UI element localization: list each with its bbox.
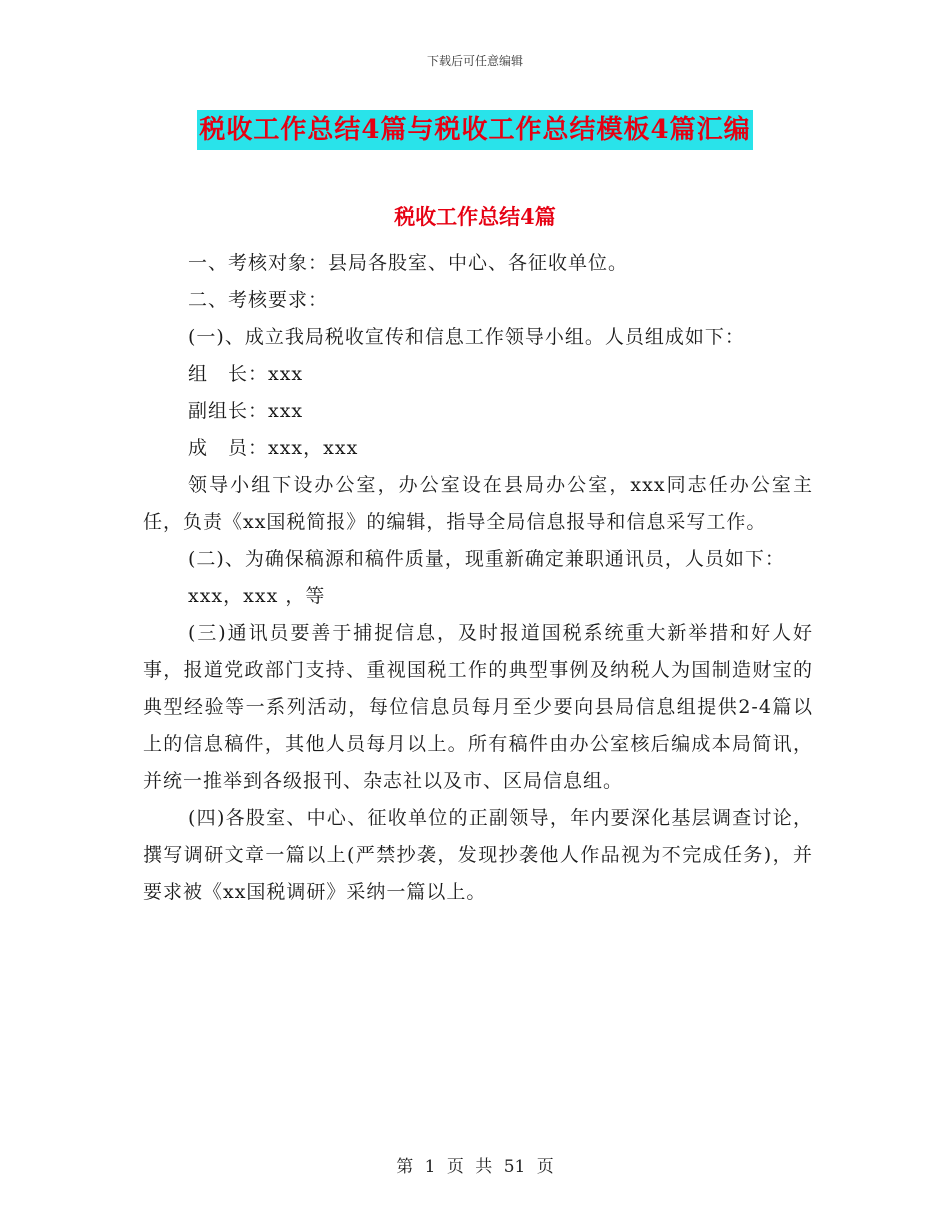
page-number: 第 1 页 共 51 页	[396, 1157, 554, 1177]
paragraph: 副组长：xxx	[188, 400, 304, 422]
paragraph: 二、考核要求：	[188, 289, 329, 311]
paragraph: (四)各股室、中心、征收单位的正副领导，年内要深化基层调查讨论，撰写调研文章一篇以上(严禁抄袭，发现抄袭他人作品视为不完成任务)，并要求被《xx国税调研》采纳一篇以上。	[143, 807, 813, 903]
section-title: 税收工作总结4篇	[394, 204, 556, 229]
paragraph: (一)、成立我局税收宣传和信息工作领导小组。人员组成如下：	[188, 326, 745, 348]
header-note: 下载后可任意编辑	[426, 54, 523, 68]
paragraph: xxx，xxx ，等	[188, 585, 326, 607]
paragraph: 组 长：xxx	[188, 363, 304, 385]
document-title-text: 税收工作总结4篇与税收工作总结模板4篇汇编	[197, 110, 752, 150]
paragraph: (二)、为确保稿源和稿件质量，现重新确定兼职通讯员，人员如下：	[188, 548, 785, 570]
document-body	[143, 245, 813, 911]
paragraph: (三)通讯员要善于捕捉信息，及时报道国税系统重大新举措和好人好事，报道党政部门支持、重视国税工作的典型事例及纳税人为国制造财宝的典型经验等一系列活动，每位信息员每月至少要向县局信息组提供2-4篇以上的信息稿件，其他人员每月以上。所有稿件由办公室核后编成本局简讯，并统一推举到各级报刊、杂志社以及市、区局信息组。	[143, 622, 813, 792]
paragraph: 领导小组下设办公室，办公室设在县局办公室，xxx同志任办公室主任，负责《xx国税简报》的编辑，指导全局信息报导和信息采写工作。	[143, 474, 813, 533]
document-title	[0, 110, 950, 150]
paragraph: 一、考核对象：县局各股室、中心、各征收单位。	[188, 252, 629, 274]
paragraph: 成 员：xxx，xxx	[188, 437, 359, 459]
